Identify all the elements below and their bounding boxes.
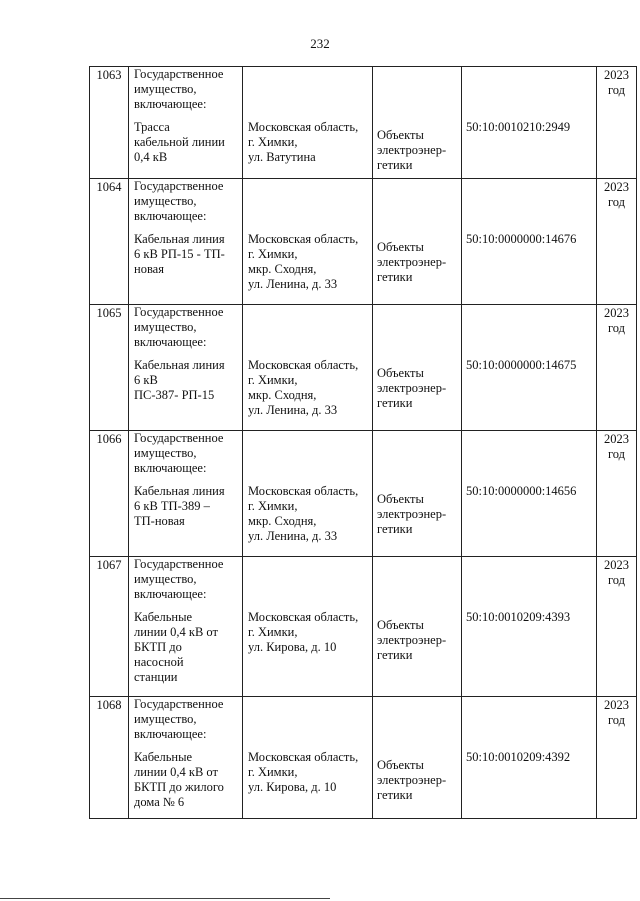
group-heading: Государственное имущество, включающее: xyxy=(134,305,224,349)
object-name: Кабельная линия 6 кВ ТП-389 – ТП-новая xyxy=(134,484,225,528)
object-type: Объекты электроэнер- гетики xyxy=(377,366,447,410)
group-heading: Государственное имущество, включающее: xyxy=(134,179,224,223)
cadastral-number: 50:10:0000000:14656 xyxy=(466,484,577,498)
object-type-cell xyxy=(373,697,462,819)
object-address: Московская область, г. Химки, мкр. Сходня, ул. Ленина, д. 33 xyxy=(248,232,359,291)
cadastral-number: 50:10:0010209:4392 xyxy=(466,750,571,764)
object-name-cell xyxy=(129,557,243,697)
row-number: 1064 xyxy=(96,180,122,194)
row-number-cell xyxy=(90,305,129,431)
cadastral-number-cell xyxy=(462,697,597,819)
object-name: Кабельная линия 6 кВ РП-15 - ТП- новая xyxy=(134,232,225,276)
address-cell xyxy=(243,697,373,819)
cadastral-number-cell xyxy=(462,431,597,557)
row-number: 1066 xyxy=(96,432,122,446)
object-address: Московская область, г. Химки, ул. Кирова, д. 10 xyxy=(248,750,359,794)
object-name: Кабельные линии 0,4 кВ от БКТП до насосной станции xyxy=(134,610,218,684)
cadastral-number-cell xyxy=(462,305,597,431)
table-row xyxy=(90,305,637,431)
row-number: 1068 xyxy=(96,698,122,712)
object-name-cell xyxy=(129,697,243,819)
address-cell xyxy=(243,67,373,179)
address-cell xyxy=(243,305,373,431)
object-name: Трасса кабельной линии 0,4 кВ xyxy=(134,120,225,164)
row-number-cell xyxy=(90,179,129,305)
group-heading: Государственное имущество, включающее: xyxy=(134,557,224,601)
cadastral-number-cell xyxy=(462,557,597,697)
object-address: Московская область, г. Химки, ул. Кирова, д. 10 xyxy=(248,610,359,654)
object-type: Объекты электроэнер- гетики xyxy=(377,618,447,662)
table-row xyxy=(90,67,637,179)
cadastral-number: 50:10:0010210:2949 xyxy=(466,120,571,134)
property-registry-table xyxy=(89,66,637,819)
row-number-cell xyxy=(90,431,129,557)
object-type: Объекты электроэнер- гетики xyxy=(377,128,447,172)
object-type-cell xyxy=(373,557,462,697)
address-cell xyxy=(243,557,373,697)
address-cell xyxy=(243,179,373,305)
year: 2023 год xyxy=(604,180,629,209)
object-type: Объекты электроэнер- гетики xyxy=(377,758,447,802)
object-address: Московская область, г. Химки, ул. Ватутина xyxy=(248,120,359,164)
object-type: Объекты электроэнер- гетики xyxy=(377,240,447,284)
object-address: Московская область, г. Химки, мкр. Сходня, ул. Ленина, д. 33 xyxy=(248,484,359,543)
object-type: Объекты электроэнер- гетики xyxy=(377,492,447,536)
year-cell xyxy=(597,67,637,179)
object-type-cell xyxy=(373,179,462,305)
table-row xyxy=(90,179,637,305)
registry-body xyxy=(90,67,637,819)
year-cell xyxy=(597,431,637,557)
object-name-cell xyxy=(129,431,243,557)
row-number: 1065 xyxy=(96,306,122,320)
object-name-cell xyxy=(129,67,243,179)
year: 2023 год xyxy=(604,306,629,335)
object-name: Кабельная линия 6 кВ ПС-387- РП-15 xyxy=(134,358,225,402)
year-cell xyxy=(597,697,637,819)
row-number: 1063 xyxy=(96,68,122,82)
year-cell xyxy=(597,179,637,305)
object-address: Московская область, г. Химки, мкр. Сходня, ул. Ленина, д. 33 xyxy=(248,358,359,417)
cadastral-number: 50:10:0010209:4393 xyxy=(466,610,571,624)
year-cell xyxy=(597,305,637,431)
cadastral-number: 50:10:0000000:14675 xyxy=(466,358,577,372)
row-number-cell xyxy=(90,67,129,179)
row-number: 1067 xyxy=(96,558,122,572)
address-cell xyxy=(243,431,373,557)
group-heading: Государственное имущество, включающее: xyxy=(134,431,224,475)
table-row xyxy=(90,431,637,557)
group-heading: Государственное имущество, включающее: xyxy=(134,697,224,741)
object-type-cell xyxy=(373,305,462,431)
row-number-cell xyxy=(90,697,129,819)
footer-rule xyxy=(0,898,330,899)
year: 2023 год xyxy=(604,558,629,587)
object-type-cell xyxy=(373,67,462,179)
object-name-cell xyxy=(129,305,243,431)
object-name: Кабельные линии 0,4 кВ от БКТП до жилого дома № 6 xyxy=(134,750,224,809)
object-type-cell xyxy=(373,431,462,557)
year: 2023 год xyxy=(604,698,629,727)
object-name-cell xyxy=(129,179,243,305)
table-row xyxy=(90,697,637,819)
year-cell xyxy=(597,557,637,697)
year: 2023 год xyxy=(604,68,629,97)
year: 2023 год xyxy=(604,432,629,461)
table-row xyxy=(90,557,637,697)
cadastral-number: 50:10:0000000:14676 xyxy=(466,232,577,246)
page-number: 232 xyxy=(310,36,330,51)
group-heading: Государственное имущество, включающее: xyxy=(134,67,224,111)
cadastral-number-cell xyxy=(462,179,597,305)
cadastral-number-cell xyxy=(462,67,597,179)
row-number-cell xyxy=(90,557,129,697)
